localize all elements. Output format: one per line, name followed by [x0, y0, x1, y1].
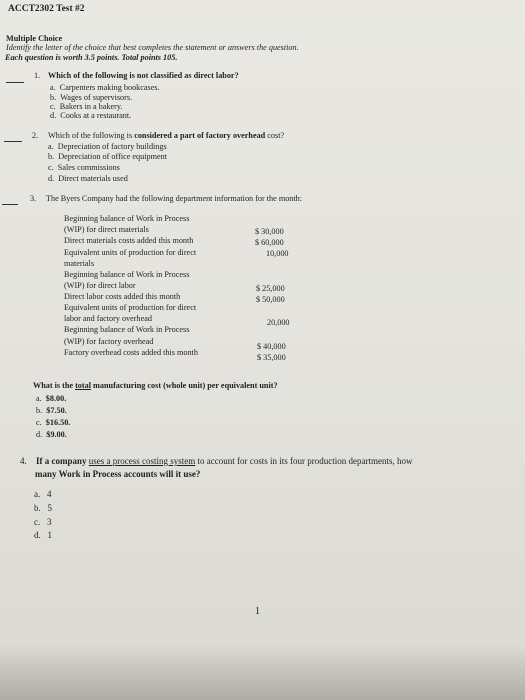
photo-shadow — [0, 645, 525, 700]
q2-text: Which of the following is considered a part of factory overhead cost? — [48, 131, 285, 140]
q4-number: 4. — [20, 456, 27, 466]
q3-option-c[interactable]: c. $16.50. — [36, 418, 71, 427]
page-number: 1 — [255, 606, 260, 617]
table-row-label: materials — [64, 259, 95, 268]
table-row-label: Beginning balance of Work in Process — [64, 325, 190, 334]
q4-option-a[interactable]: a. 4 — [34, 489, 52, 499]
q2-option-a[interactable]: a. Depreciation of factory buildings — [48, 142, 167, 151]
q3-option-d[interactable]: d. $9.00. — [36, 430, 67, 439]
table-row-value: 20,000 — [267, 318, 290, 327]
q4-option-b[interactable]: b. 5 — [34, 503, 52, 513]
q4-option-c[interactable]: c. 3 — [34, 517, 52, 527]
q3-option-a[interactable]: a. $8.00. — [36, 394, 67, 403]
q1-text: Which of the following is not classified as direct labor? — [48, 71, 239, 80]
table-row-label: (WIP) for direct materials — [64, 225, 149, 234]
q1-option-a[interactable]: a. Carpenters making bookcases. — [50, 83, 160, 92]
table-row-label: labor and factory overhead — [64, 314, 152, 323]
table-row-value: $ 50,000 — [256, 295, 285, 304]
table-row-value: $ 60,000 — [255, 238, 284, 247]
table-row-value: $ 25,000 — [256, 284, 285, 293]
table-row-value: 10,000 — [266, 249, 289, 258]
table-row-value: $ 35,000 — [257, 353, 286, 362]
table-row-label: Beginning balance of Work in Process — [64, 270, 190, 279]
q2-option-b[interactable]: b. Depreciation of office equipment — [48, 152, 167, 161]
q1-number: 1. — [34, 71, 41, 80]
q1-option-d[interactable]: d. Cooks at a restaurant. — [50, 111, 132, 120]
q4-text-line2: many Work in Process accounts will it use? — [35, 469, 201, 479]
table-row-label: Equivalent units of production for direct — [64, 303, 197, 312]
table-row-label: (WIP) for factory overhead — [64, 337, 154, 346]
table-row-label: Direct materials costs added this month — [64, 236, 194, 245]
q2-number: 2. — [32, 131, 39, 140]
instructions: Identify the letter of the choice that best completes the statement or answers the question. — [6, 43, 299, 52]
table-row-value: $ 30,000 — [255, 227, 284, 236]
q3-text: The Byers Company had the following department information for the month: — [46, 194, 303, 203]
table-row-label: Factory overhead costs added this month — [64, 348, 198, 357]
answer-blank-q2[interactable] — [4, 141, 22, 142]
q3-number: 3. — [30, 194, 37, 203]
points-note: Each question is worth 3.5 points. Total points 105. — [5, 53, 178, 62]
table-row-label: (WIP) for direct labor — [64, 281, 136, 290]
q2-option-d[interactable]: d. Direct materials used — [48, 174, 128, 183]
table-row-label: Beginning balance of Work in Process — [64, 214, 190, 223]
answer-blank-q3[interactable] — [2, 204, 18, 205]
section-heading: Multiple Choice — [6, 34, 63, 43]
table-row-value: $ 40,000 — [257, 342, 286, 351]
q1-option-b[interactable]: b. Wages of supervisors. — [50, 93, 133, 102]
answer-blank-q1[interactable] — [6, 82, 24, 83]
table-row-label: Direct labor costs added this month — [64, 292, 181, 301]
table-row-label: Equivalent units of production for direct — [64, 248, 197, 257]
q4-option-d[interactable]: d. 1 — [34, 530, 52, 540]
q1-option-c[interactable]: c. Bakers in a bakery. — [50, 102, 123, 111]
q3-question: What is the total manufacturing cost (whole unit) per equivalent unit? — [33, 381, 278, 390]
q4-text: If a company uses a process costing system to account for costs in its four production departments, how — [36, 456, 413, 466]
q3-option-b[interactable]: b. $7.50. — [36, 406, 67, 415]
test-title: ACCT2302 Test #2 — [8, 4, 85, 14]
q2-option-c[interactable]: c. Sales commissions — [48, 163, 120, 172]
